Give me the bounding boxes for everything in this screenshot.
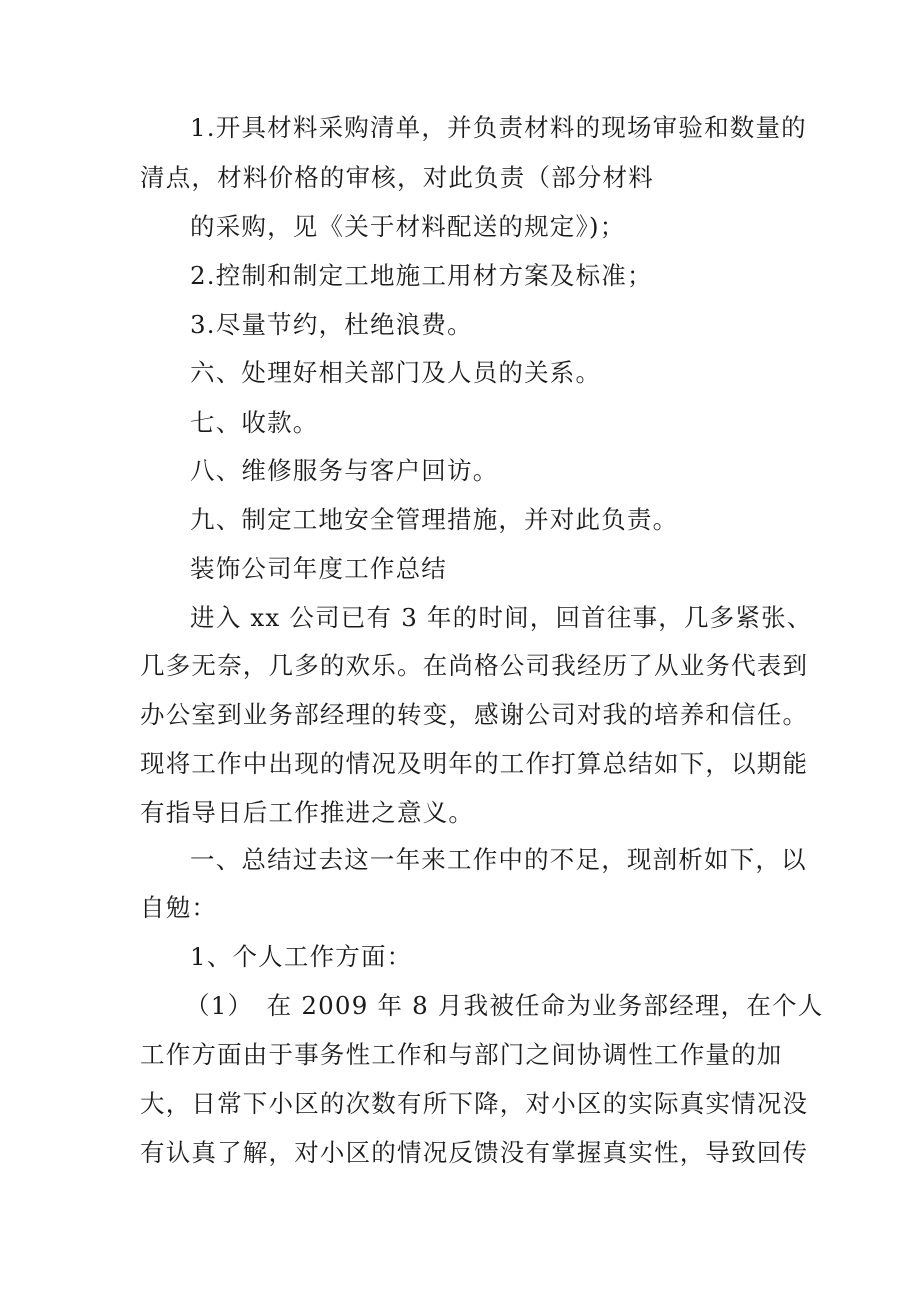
text-line: 2.控制和制定工地施工用材方案及标准； bbox=[190, 261, 653, 290]
text-line: 八、维修服务与客户回访。 bbox=[190, 456, 499, 485]
text-line: 的采购，见《关于材料配送的规定》)； bbox=[190, 212, 626, 241]
text-line: 清点，材料价格的审核，对此负责（部分材料 bbox=[140, 163, 654, 192]
text-line: 1、个人工作方面： bbox=[190, 942, 413, 971]
section-title: 装饰公司年度工作总结 bbox=[190, 554, 447, 583]
text-line: 一、总结过去这一年来工作中的不足，现剖析如下，以 bbox=[190, 845, 807, 874]
text-line: （1） 在 2009 年 8 月我被任命为业务部经理，在个人 bbox=[185, 991, 824, 1020]
text-line: 工作方面由于事务性工作和与部门之间协调性工作量的加 bbox=[140, 1040, 783, 1069]
text-line: 自勉： bbox=[140, 893, 218, 922]
text-line: 九、制定工地安全管理措施，并对此负责。 bbox=[190, 505, 679, 534]
text-line: 3.尽量节约，杜绝浪费。 bbox=[190, 310, 473, 339]
text-line: 六、处理好相关部门及人员的关系。 bbox=[190, 358, 602, 387]
text-line: 办公室到业务部经理的转变，感谢公司对我的培养和信任。 bbox=[140, 700, 809, 729]
text-line: 几多无奈，几多的欢乐。在尚格公司我经历了从业务代表到 bbox=[140, 651, 809, 680]
text-line: 进入 xx 公司已有 3 年的时间，回首往事，几多紧张、 bbox=[190, 603, 813, 632]
text-line: 大，日常下小区的次数有所下降，对小区的实际真实情况没 bbox=[140, 1089, 809, 1118]
text-line: 1.开具材料采购清单，并负责材料的现场审验和数量的 bbox=[190, 113, 807, 142]
text-line: 现将工作中出现的情况及明年的工作打算总结如下，以期能 bbox=[140, 749, 809, 778]
text-line: 七、收款。 bbox=[190, 408, 319, 437]
text-line: 有指导日后工作推进之意义。 bbox=[140, 798, 475, 827]
text-line: 有认真了解，对小区的情况反馈没有掌握真实性，导致回传 bbox=[140, 1138, 809, 1167]
